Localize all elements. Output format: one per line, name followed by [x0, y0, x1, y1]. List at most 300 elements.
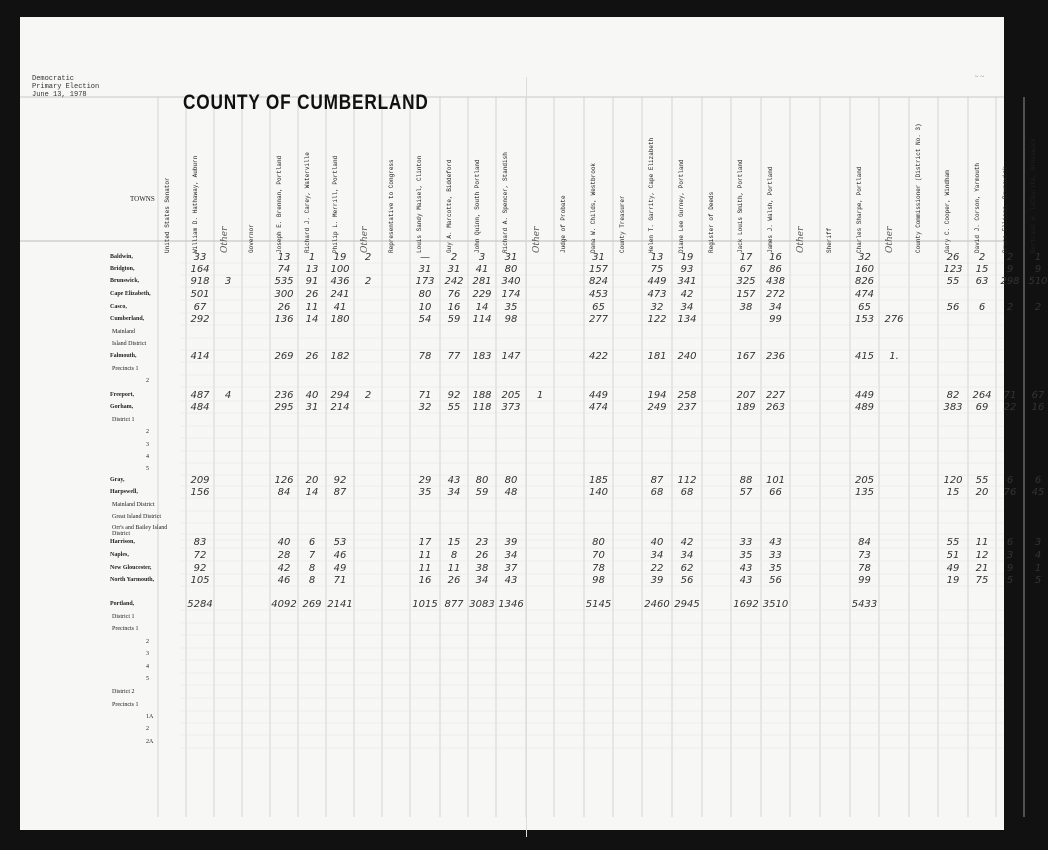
vote-count: 120 [943, 475, 963, 486]
vote-count: 11 [975, 537, 989, 548]
town-sublabel: District 1 [112, 417, 135, 423]
vote-count: 65 [592, 302, 605, 313]
vote-count: 45 [1031, 487, 1045, 498]
vote-count: 42 [277, 563, 291, 574]
vote-count: 535 [274, 276, 294, 287]
vote-count: 35 [739, 550, 753, 561]
town-sublabel: Great Island District [112, 514, 161, 520]
vote-count: 88 [739, 475, 753, 486]
column-header: Other [360, 226, 370, 253]
vote-count: 325 [736, 276, 756, 287]
vote-count: 436 [330, 276, 350, 287]
vote-count: 134 [677, 314, 697, 325]
vote-count: 29 [418, 475, 432, 486]
vote-count: 147 [501, 351, 521, 362]
vote-count: 1. [889, 351, 899, 362]
vote-count: 229 [472, 289, 492, 300]
vote-count: 35 [418, 487, 432, 498]
vote-count: 41 [475, 264, 489, 275]
vote-count: 877 [444, 599, 464, 610]
town-sublabel: Mainland District [112, 502, 155, 508]
vote-count: 118 [472, 402, 492, 413]
column-header: Dana W. Childs, Westbrook [590, 162, 597, 253]
vote-count: 33 [769, 550, 782, 561]
vote-count: 22 [1003, 402, 1017, 413]
column-header: Other [796, 226, 806, 253]
vote-count: 19 [680, 252, 694, 263]
vote-count: 43 [739, 575, 753, 586]
vote-count: 9 [1006, 563, 1014, 574]
vote-count: 91 [305, 276, 319, 287]
column-header: Representative to Congress [388, 159, 395, 253]
vote-count: 38 [475, 563, 489, 574]
town-sublabel: 4 [146, 454, 149, 460]
vote-count: 46 [333, 550, 347, 561]
vote-count: 294 [330, 390, 350, 401]
vote-count: 16 [418, 575, 432, 586]
column-header: Governor [248, 224, 255, 253]
vote-count: 53 [333, 537, 347, 548]
vote-count: 16 [447, 302, 461, 313]
vote-count: 5284 [187, 599, 213, 610]
vote-count: 39 [650, 575, 664, 586]
vote-count: 487 [190, 390, 210, 401]
column-header: County Commissioner (District No. 3) [915, 123, 922, 253]
vote-count: 14 [475, 302, 489, 313]
vote-count: 209 [190, 475, 210, 486]
vote-count: 6 [1006, 475, 1014, 486]
election-note [32, 75, 99, 99]
vote-count: 55 [946, 276, 960, 287]
column-header: Other [532, 226, 542, 253]
town-sublabel: Orr's and Bailey Island [112, 525, 168, 531]
vote-count: 2 [1006, 252, 1014, 263]
vote-count: 4 [1034, 550, 1042, 561]
vote-count: 3083 [469, 599, 495, 610]
column-header: Sheriff [826, 227, 833, 253]
vote-count: 40 [305, 390, 319, 401]
vote-count: 56 [946, 302, 960, 313]
vote-count: 272 [765, 289, 786, 300]
town-name: Harrison, [110, 539, 135, 545]
vote-count: 80 [418, 289, 432, 300]
vote-count: 8 [308, 563, 316, 574]
town-name: Portland, [110, 601, 135, 607]
vote-count: 51 [946, 550, 960, 561]
vote-count: 15 [946, 487, 960, 498]
vote-count: 484 [190, 402, 210, 413]
town-sublabel: 5 [146, 676, 149, 682]
ballot-tally-sheet [20, 17, 1048, 830]
column-header: Richard J. Carey, Waterville [304, 152, 311, 253]
column-header: William D. Hathaway, Auburn [192, 155, 199, 253]
column-header: Other [220, 226, 230, 253]
vote-count: 16 [1031, 402, 1045, 413]
vote-count: 11 [305, 302, 319, 313]
vote-count: 373 [501, 402, 521, 413]
vote-count: 68 [680, 487, 694, 498]
vote-count: 67 [193, 302, 207, 313]
vote-count: 264 [972, 390, 992, 401]
column-header: Jack Louis Smith, Portland [737, 159, 744, 253]
vote-count: 174 [501, 289, 521, 300]
vote-count: 56 [680, 575, 694, 586]
vote-count: 34 [650, 550, 664, 561]
column-header: Gary C. Cooper, Windham [944, 170, 951, 253]
vote-count: 242 [444, 276, 464, 287]
vote-count: 20 [305, 475, 319, 486]
vote-count: 4 [224, 390, 232, 401]
vote-count: 214 [330, 402, 350, 413]
vote-count: 26 [305, 289, 319, 300]
vote-count: 6 [978, 302, 986, 313]
town-sublabel: Precincts 1 [112, 366, 139, 372]
vote-count: 20 [975, 487, 989, 498]
town-name: Naples, [110, 552, 129, 558]
column-header: Other [885, 226, 895, 253]
vote-count: 180 [330, 314, 350, 325]
column-header: James J. Walsh, Portland [767, 166, 774, 253]
vote-count: 449 [647, 276, 667, 287]
vote-count: 236 [765, 351, 786, 362]
vote-count: 188 [472, 390, 492, 401]
vote-count: 93 [680, 264, 694, 275]
election-date: June 13, 1978 [32, 91, 87, 99]
vote-count: 38 [739, 302, 753, 313]
vote-count: 71 [418, 390, 432, 401]
vote-count: 99 [769, 314, 782, 325]
vote-count: 80 [592, 537, 605, 548]
vote-count: 33 [193, 252, 207, 263]
town-name: North Yarmouth, [110, 577, 155, 583]
town-name: Brunswick, [110, 278, 140, 284]
vote-count: 31 [447, 264, 461, 275]
vote-count: 122 [647, 314, 667, 325]
vote-count: 181 [647, 351, 667, 362]
vote-count: 824 [588, 276, 609, 287]
vote-count: 92 [447, 390, 461, 401]
vote-count: 422 [588, 351, 609, 362]
vote-count: 34 [447, 487, 461, 498]
town-sublabel: 3 [146, 651, 149, 657]
vote-count: 9 [1006, 264, 1014, 275]
vote-count: 2 [1006, 302, 1014, 313]
vote-count: 86 [769, 264, 782, 275]
column-header: Judge of Probate [560, 195, 567, 253]
town-sublabel: Mainland [112, 329, 135, 335]
vote-count: 269 [302, 599, 322, 610]
vote-count: 2141 [327, 599, 353, 610]
vote-count: 292 [190, 314, 210, 325]
vote-count: 98 [504, 314, 518, 325]
vote-count: 207 [736, 390, 756, 401]
vote-count: 26 [277, 302, 291, 313]
vote-count: 26 [946, 252, 960, 263]
vote-count: 182 [330, 351, 350, 362]
vote-count: 80 [475, 475, 489, 486]
vote-count: 70 [592, 550, 605, 561]
vote-count: 9 [1034, 264, 1042, 275]
vote-count: 249 [647, 402, 667, 413]
vote-count: 2 [364, 276, 372, 287]
vote-count: 87 [333, 487, 347, 498]
vote-count: 57 [739, 487, 753, 498]
vote-count: 449 [854, 390, 875, 401]
vote-count: 449 [588, 390, 609, 401]
vote-count: 98 [592, 575, 605, 586]
vote-count: 383 [943, 402, 963, 413]
vote-count: 73 [858, 550, 871, 561]
town-sublabel: 2A [146, 739, 154, 745]
vote-count: 227 [765, 390, 786, 401]
vote-count: 10 [418, 302, 432, 313]
vote-count: 205 [501, 390, 521, 401]
vote-count: 474 [854, 289, 875, 300]
column-header: Diane Lee Gurney, Portland [678, 159, 685, 253]
vote-count: 1 [308, 252, 316, 263]
vote-count: 473 [647, 289, 667, 300]
vote-count: 80 [504, 264, 518, 275]
vote-count: 164 [190, 264, 210, 275]
vote-count: 80 [504, 475, 518, 486]
vote-count: 13 [650, 252, 664, 263]
vote-count: 101 [765, 475, 786, 486]
vote-count: 66 [769, 487, 782, 498]
vote-count: 241 [330, 289, 350, 300]
vote-count: 5 [1034, 575, 1042, 586]
vote-count: 31 [305, 402, 319, 413]
vote-count: 173 [415, 276, 435, 287]
vote-count: 40 [650, 537, 664, 548]
column-header: David J. Corson, Yarmouth [974, 162, 981, 253]
vote-count: 6 [308, 537, 316, 548]
vote-count: 15 [975, 264, 989, 275]
vote-count: 26 [475, 550, 489, 561]
vote-count: 35 [769, 563, 782, 574]
vote-count: 43 [739, 563, 753, 574]
vote-count: 415 [854, 351, 875, 362]
vote-count: 55 [447, 402, 461, 413]
page-title: COUNTY OF CUMBERLAND [183, 91, 429, 114]
vote-count: 298 [1000, 276, 1020, 287]
vote-count: 160 [854, 264, 875, 275]
vote-count: 46 [277, 575, 291, 586]
vote-count: 269 [274, 351, 294, 362]
vote-count: 3 [1006, 550, 1014, 561]
vote-count: 49 [333, 563, 347, 574]
vote-count: 185 [588, 475, 609, 486]
vote-count: 7 [308, 550, 316, 561]
town-sublabel: 2 [146, 639, 149, 645]
vote-count: 78 [858, 563, 871, 574]
vote-count: 59 [475, 487, 489, 498]
vote-count: 16 [769, 252, 782, 263]
vote-count: 71 [1003, 390, 1017, 401]
town-sublabel: 4 [146, 664, 149, 670]
vote-count: 99 [858, 575, 871, 586]
vote-count: 826 [854, 276, 875, 287]
vote-count: 48 [504, 487, 518, 498]
vote-count: 15 [447, 537, 461, 548]
column-header: United States Senator [164, 177, 171, 253]
vote-count: 75 [975, 575, 989, 586]
vote-count: 3510 [762, 599, 789, 610]
vote-count: 237 [677, 402, 697, 413]
vote-count: 453 [588, 289, 609, 300]
vote-count: 87 [650, 475, 664, 486]
vote-count: 67 [739, 264, 753, 275]
vote-count: 28 [277, 550, 291, 561]
vote-count: 126 [274, 475, 294, 486]
vote-count: 69 [975, 402, 989, 413]
vote-count: 42 [680, 289, 694, 300]
vote-count: 55 [975, 475, 989, 486]
vote-count: 341 [677, 276, 697, 287]
vote-count: 34 [504, 550, 518, 561]
vote-count: 17 [739, 252, 753, 263]
vote-count: 510 [1028, 276, 1048, 287]
vote-count: 62 [680, 563, 694, 574]
town-sublabel: 2 [146, 726, 149, 732]
vote-count: 13 [277, 252, 291, 263]
vote-count: 21 [975, 563, 989, 574]
vote-count: 72 [193, 550, 207, 561]
vote-count: 11 [447, 563, 461, 574]
vote-count: 5145 [585, 599, 612, 610]
town-sublabel: District 2 [112, 689, 135, 695]
vote-count: 37 [504, 563, 518, 574]
vote-count: 32 [418, 402, 432, 413]
vote-count: 78 [592, 563, 605, 574]
vote-count: 56 [769, 575, 782, 586]
vote-count: 41 [333, 302, 347, 313]
vote-count: 34 [680, 302, 694, 313]
vote-count: 77 [447, 351, 461, 362]
town-name: Freeport, [110, 392, 135, 398]
vote-count: 43 [504, 575, 518, 586]
column-header: Richard A. Spencer, Standish [502, 152, 509, 253]
vote-count: 63 [975, 276, 989, 287]
vote-count: 1 [1034, 563, 1042, 574]
vote-count: 300 [274, 289, 294, 300]
vote-count: 918 [190, 276, 210, 287]
towns-column-header: TOWNS [130, 195, 155, 203]
column-header: Charles Sharpe, Portland [856, 166, 863, 253]
column-header: John Quinn, South Portland [474, 159, 481, 253]
vote-count: 1692 [733, 599, 759, 610]
town-sublabel: District 1 [112, 614, 135, 620]
vote-count: 240 [677, 351, 697, 362]
vote-count: 22 [650, 563, 664, 574]
vote-count: 92 [333, 475, 347, 486]
column-header: Louis Sandy Maisel, Clinton [416, 155, 423, 253]
page-fold-line [526, 77, 527, 837]
town-name: Cape Elizabeth, [110, 291, 151, 297]
town-name: Gorham, [110, 404, 134, 410]
vote-count: 8 [450, 550, 458, 561]
vote-count: 65 [858, 302, 871, 313]
vote-count: 40 [277, 537, 291, 548]
vote-count: 42 [680, 537, 694, 548]
vote-count: 2945 [674, 599, 700, 610]
vote-count: 153 [854, 314, 875, 325]
vote-count: 2 [978, 252, 986, 263]
town-sublabel: Precincts 1 [112, 702, 139, 708]
vote-count: 32 [650, 302, 664, 313]
vote-count: 2 [364, 252, 372, 263]
vote-count: 5433 [851, 599, 878, 610]
town-sublabel: 2 [146, 429, 149, 435]
vote-count: 14 [305, 487, 319, 498]
vote-count: 157 [736, 289, 756, 300]
vote-count: 1 [536, 390, 544, 401]
vote-count: 6 [1006, 537, 1014, 548]
vote-count: 11 [418, 563, 432, 574]
vote-count: 414 [190, 351, 210, 362]
vote-count: 34 [680, 550, 694, 561]
vote-count: 1 [1034, 252, 1042, 263]
vote-count: 82 [946, 390, 960, 401]
vote-count: 34 [769, 302, 782, 313]
column-header: Philip L. Merrill, Portland [332, 155, 339, 253]
vote-count: 84 [277, 487, 291, 498]
vote-count: 2460 [644, 599, 670, 610]
town-name: New Gloucester, [110, 565, 152, 571]
vote-count: 140 [588, 487, 609, 498]
vote-count: 71 [333, 575, 347, 586]
vote-count: 4092 [271, 599, 297, 610]
vote-count: 276 [884, 314, 904, 325]
vote-count: 135 [854, 487, 875, 498]
town-name: Casco, [110, 304, 127, 310]
vote-count: 49 [946, 563, 960, 574]
vote-count: 2 [364, 390, 372, 401]
vote-count: 31 [504, 252, 518, 263]
vote-count: 1015 [412, 599, 438, 610]
vote-count: 39 [504, 537, 518, 548]
town-sublabel: 5 [146, 466, 149, 472]
vote-count: 35 [504, 302, 518, 313]
vote-count: 501 [190, 289, 210, 300]
election-type: Primary Election [32, 83, 100, 91]
vote-count: 55 [946, 537, 960, 548]
town-name: Harpswell, [110, 489, 138, 495]
town-sublabel: District [112, 531, 130, 537]
column-header: Joseph E. Brennan, Portland [276, 155, 283, 253]
column-header: County Treasurer [619, 195, 626, 253]
vote-count: 84 [858, 537, 871, 548]
vote-count: 114 [472, 314, 492, 325]
column-header: Guy A. Marcotte, Biddeford [446, 159, 453, 253]
vote-count: 23 [475, 537, 489, 548]
vote-count: 340 [501, 276, 521, 287]
vote-count: 205 [854, 475, 875, 486]
vote-count: 43 [769, 537, 782, 548]
vote-count: 92 [193, 563, 207, 574]
vote-count: 11 [418, 550, 432, 561]
town-name: Gray, [110, 477, 125, 483]
vote-count: 68 [650, 487, 664, 498]
vote-count: 112 [677, 475, 697, 486]
town-sublabel: 2 [146, 378, 149, 384]
vote-count: 100 [330, 264, 350, 275]
vote-count: 31 [592, 252, 605, 263]
vote-count: 258 [677, 390, 697, 401]
corner-scribble: ~ ~ [974, 73, 984, 81]
vote-count: 43 [447, 475, 461, 486]
town-name: Cumberland, [110, 316, 145, 322]
vote-count: 1346 [498, 599, 524, 610]
